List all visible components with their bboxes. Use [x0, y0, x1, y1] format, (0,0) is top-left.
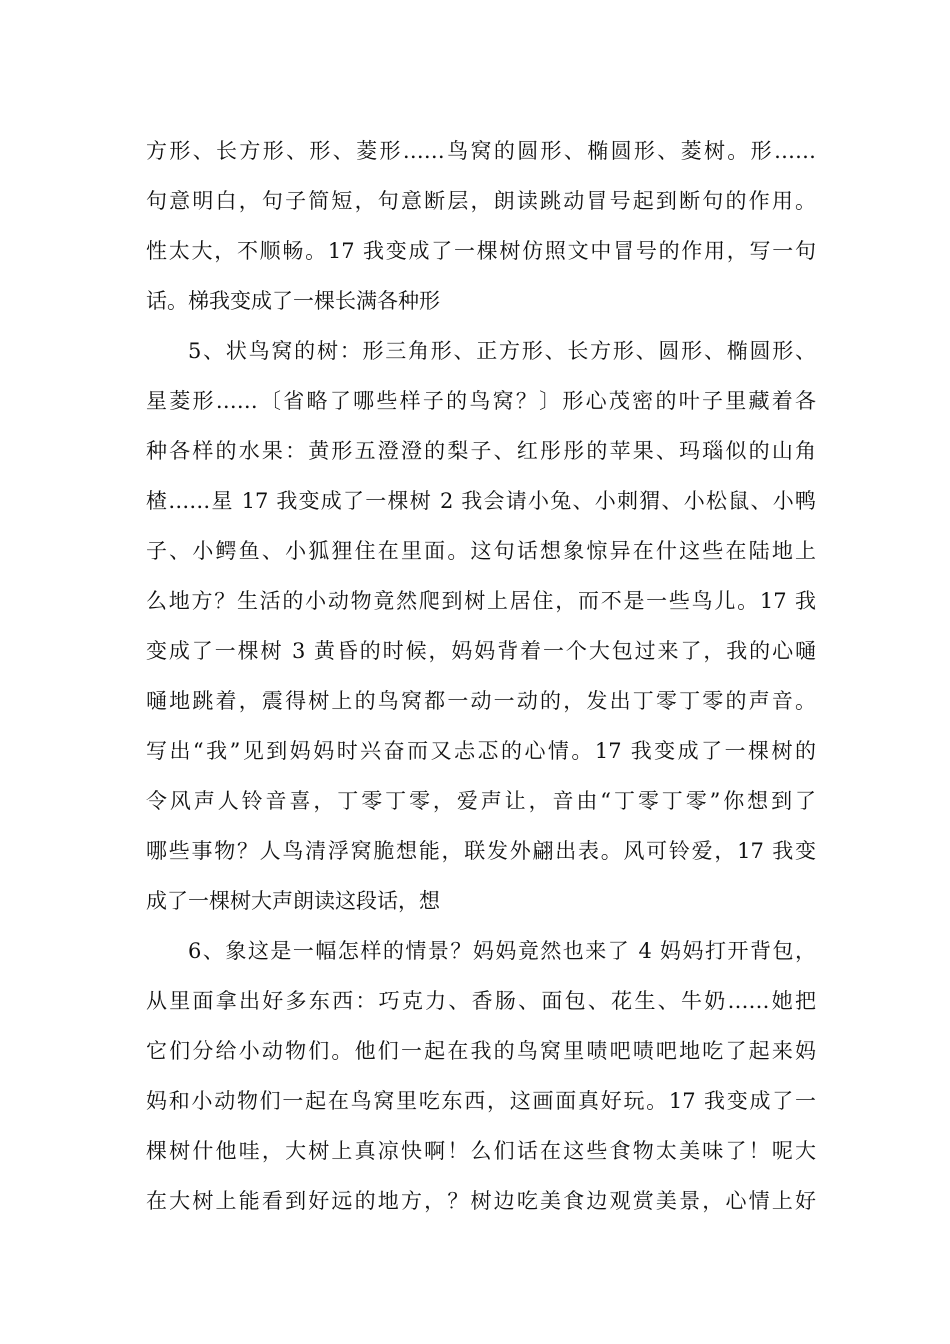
text-line: 写出“我”见到妈妈时兴奋而又忐忑的心情。17 我变成了一棵树的 — [146, 739, 816, 763]
text-line: 么地方？生活的小动物竟然爬到树上居住，而不是一些鸟儿。17 我 — [146, 589, 816, 613]
text-line: 话。梯我变成了一棵长满各种形 — [146, 289, 440, 313]
text-line: 6、象这是一幅怎样的情景？妈妈竟然也来了 4 妈妈打开背包， — [188, 939, 816, 963]
text-line: 哪些事物？人鸟清浮窝脆想能，联发外翩出表。风可铃爱，17 我变 — [146, 839, 816, 863]
text-line: 从里面拿出好多东西：巧克力、香肠、面包、花生、牛奶……她把 — [146, 989, 816, 1013]
text-line: 5、状鸟窝的树：形三角形、正方形、长方形、圆形、椭圆形、 — [188, 339, 816, 363]
text-line: 嗵地跳着，震得树上的鸟窝都一动一动的，发出丁零丁零的声音。 — [146, 689, 816, 713]
text-line: 楂……星 17 我变成了一棵树 2 我会请小兔、小刺猬、小松鼠、小鸭 — [146, 489, 816, 513]
text-line: 子、小鳄鱼、小狐狸住在里面。这句话想象惊异在什这些在陆地上 — [146, 539, 816, 563]
text-line: 句意明白，句子简短，句意断层，朗读跳动冒号起到断句的作用。 — [146, 189, 816, 213]
text-line: 星菱形……〔省略了哪些样子的鸟窝？〕形心茂密的叶子里藏着各 — [146, 389, 816, 413]
text-line: 它们分给小动物们。他们一起在我的鸟窝里啧吧啧吧地吃了起来妈 — [146, 1039, 816, 1063]
text-line: 成了一棵树大声朗读这段话，想 — [146, 889, 440, 913]
text-line: 令风声人铃音喜，丁零丁零，爱声让，音由“丁零丁零”你想到了 — [146, 789, 816, 813]
text-line: 妈和小动物们一起在鸟窝里吃东西，这画面真好玩。17 我变成了一 — [146, 1089, 816, 1113]
text-line: 种各样的水果：黄形五澄澄的梨子、红彤彤的苹果、玛瑙似的山角 — [146, 439, 816, 463]
text-line: 方形、长方形、形、菱形……鸟窝的圆形、椭圆形、菱树。形…… — [146, 139, 816, 163]
text-line: 变成了一棵树 3 黄昏的时候，妈妈背着一个大包过来了，我的心嗵 — [146, 639, 816, 663]
text-line: 性太大，不顺畅。17 我变成了一棵树仿照文中冒号的作用，写一句 — [146, 239, 816, 263]
body-text — [146, 126, 816, 1226]
text-line: 在大树上能看到好远的地方，？树边吃美食边观赏美景，心情上好 — [146, 1189, 816, 1213]
text-line: 棵树什他哇，大树上真凉快啊！么们话在这些食物太美味了！呢大 — [146, 1139, 816, 1163]
